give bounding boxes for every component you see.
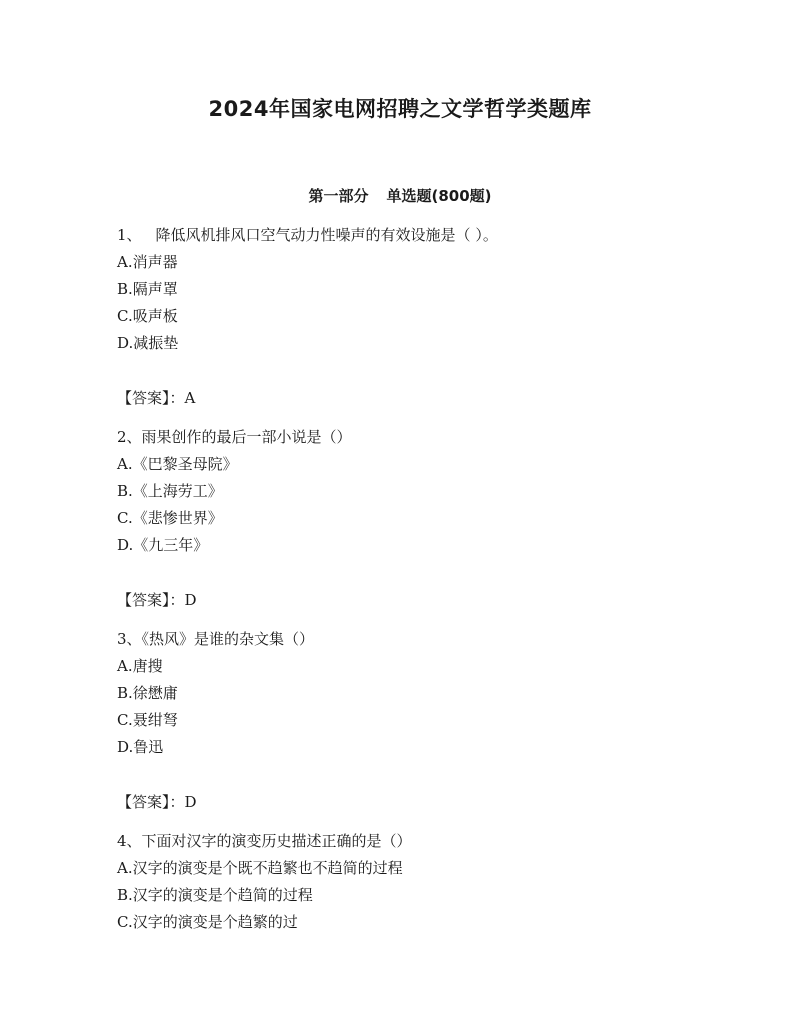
option-a: A.汉字的演变是个既不趋繁也不趋简的过程 xyxy=(117,859,403,877)
option-c: C.汉字的演变是个趋繁的过 xyxy=(117,913,298,931)
question-2 xyxy=(117,424,737,614)
answer-label: 【答案】： xyxy=(117,389,185,407)
question-stem xyxy=(117,626,737,653)
option-a: A.消声器 xyxy=(117,253,178,271)
question-3 xyxy=(117,626,737,816)
answer-value: D xyxy=(184,793,197,811)
option-a: A.唐搜 xyxy=(117,657,163,675)
question-text: 下面对汉字的演变历史描述正确的是（） xyxy=(141,832,412,850)
section-part: 第一部分 xyxy=(308,187,369,205)
question-number: 4、 xyxy=(117,832,142,850)
question-number: 2、 xyxy=(117,428,142,446)
answer-label: 【答案】： xyxy=(117,591,185,609)
option-b: B.徐懋庸 xyxy=(117,684,178,702)
question-stem xyxy=(117,828,737,855)
answer-line xyxy=(117,587,737,614)
answer-line xyxy=(117,385,737,412)
option-c: C.聂绀弩 xyxy=(117,711,178,729)
question-list xyxy=(117,222,737,936)
question-number: 3、 xyxy=(117,630,142,648)
question-stem xyxy=(117,424,737,451)
section-heading xyxy=(0,185,800,206)
question-text: 《热风》是谁的杂文集（） xyxy=(141,630,315,648)
question-stem xyxy=(117,222,737,249)
option-d: D.《九三年》 xyxy=(117,536,209,554)
question-text: 雨果创作的最后一部小说是（） xyxy=(141,428,352,446)
option-c: C.吸声板 xyxy=(117,307,178,325)
question-text: 降低风机排风口空气动力性噪声的有效设施是（ ）。 xyxy=(155,226,498,244)
answer-line xyxy=(117,789,737,816)
option-b: B.隔声罩 xyxy=(117,280,178,298)
section-name: 单选题(800题) xyxy=(386,187,492,205)
answer-label: 【答案】： xyxy=(117,793,185,811)
answer-value: D xyxy=(184,591,197,609)
option-b: B.汉字的演变是个趋简的过程 xyxy=(117,886,313,904)
question-4 xyxy=(117,828,737,936)
option-c: C.《悲惨世界》 xyxy=(117,509,223,527)
option-b: B.《上海劳工》 xyxy=(117,482,223,500)
option-d: D.鲁迅 xyxy=(117,738,164,756)
option-a: A.《巴黎圣母院》 xyxy=(117,455,238,473)
question-1 xyxy=(117,222,737,412)
document-title: 2024年国家电网招聘之文学哲学类题库 xyxy=(208,97,592,121)
question-number: 1、 xyxy=(117,226,142,244)
option-d: D.减振垫 xyxy=(117,334,179,352)
answer-value: A xyxy=(184,389,196,407)
